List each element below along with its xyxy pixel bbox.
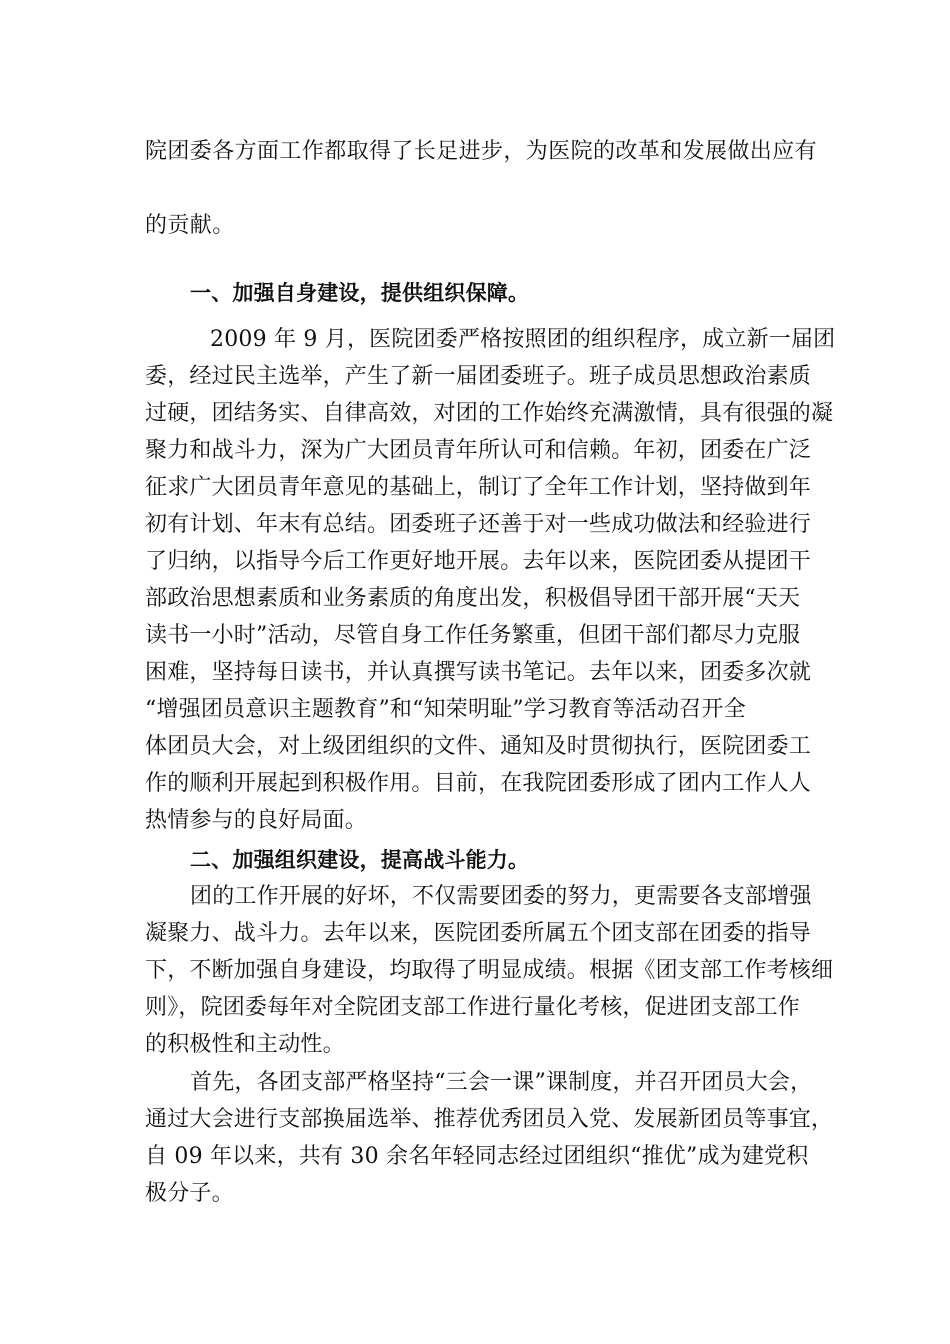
section2-p2-line-1: 首先，各团支部严格坚持“三会一课”课制度，并召开团员大会，: [190, 1070, 813, 1095]
section1-line-3: 过硬，团结务实、自律高效，对团的工作始终充满激情，具有很强的凝: [145, 401, 834, 426]
section1-line-14: 热情参与的良好局面。: [145, 808, 368, 833]
section2-heading: 二、加强组织建设，提高战斗能力。: [190, 848, 530, 872]
section2-p2-line-2: 通过大会进行支部换届选举、推荐优秀团员入党、发展新团员等事宜，: [145, 1107, 834, 1132]
section1-line-7: 了归纳，以指导今后工作更好地开展。去年以来，医院团委从提团干: [145, 549, 812, 574]
section1-line-13: 作的顺利开展起到积极作用。目前，在我院团委形成了团内工作人人: [145, 771, 812, 796]
section1-line-2: 委，经过民主选举，产生了新一届团委班子。班子成员思想政治素质: [145, 364, 812, 389]
section1-line-12: 体团员大会，对上级团组织的文件、通知及时贯彻执行，医院团委工: [145, 734, 812, 759]
section2-p1-line-4: 则》，院团委每年对全院团支部工作进行量化考核，促进团支部工作: [145, 995, 801, 1020]
section1-line-10: 困难，坚持每日读书，并认真撰写读书笔记。去年以来，团委多次就: [145, 660, 812, 685]
section1-line-1: 2009 年 9 月，医院团委严格按照团的组织程序，成立新一届团: [210, 327, 836, 352]
section2-p2-line-3: 自 09 年以来，共有 30 余名年轻同志经过团组织“推优”成为建党积: [145, 1144, 809, 1169]
intro-line-2: 的贡献。: [145, 213, 235, 238]
section2-p2-line-4: 极分子。: [145, 1181, 234, 1206]
section1-heading: 一、加强自身建设，提供组织保障。: [190, 281, 530, 305]
section2-p1-line-2: 凝聚力、战斗力。去年以来，医院团委所属五个团支部在团委的指导: [145, 921, 812, 946]
section1-line-5: 征求广大团员青年意见的基础上，制订了全年工作计划，坚持做到年: [145, 475, 812, 500]
section2-p1-line-3: 下，不断加强自身建设，均取得了明显成绩。根据《团支部工作考核细: [145, 958, 834, 983]
section1-line-6: 初有计划、年末有总结。团委班子还善于对一些成功做法和经验进行: [145, 512, 812, 537]
section2-p1-line-5: 的积极性和主动性。: [145, 1032, 345, 1057]
section1-line-8: 部政治思想素质和业务素质的角度出发，积极倡导团干部开展“天天: [145, 586, 801, 611]
section1-line-11: “增强团员意识主题教育”和“知荣明耻”学习教育等活动召开全: [145, 697, 746, 722]
section1-line-4: 聚力和战斗力，深为广大团员青年所认可和信赖。年初，团委在广泛: [145, 438, 812, 463]
section1-line-9: 读书一小时”活动，尽管自身工作任务繁重，但团干部们都尽力克服: [145, 623, 801, 648]
intro-line-1: 院团委各方面工作都取得了长足进步，为医院的改革和发展做出应有: [145, 139, 818, 164]
section2-p1-line-1: 团的工作开展的好坏，不仅需要团委的努力，更需要各支部增强: [190, 884, 812, 909]
